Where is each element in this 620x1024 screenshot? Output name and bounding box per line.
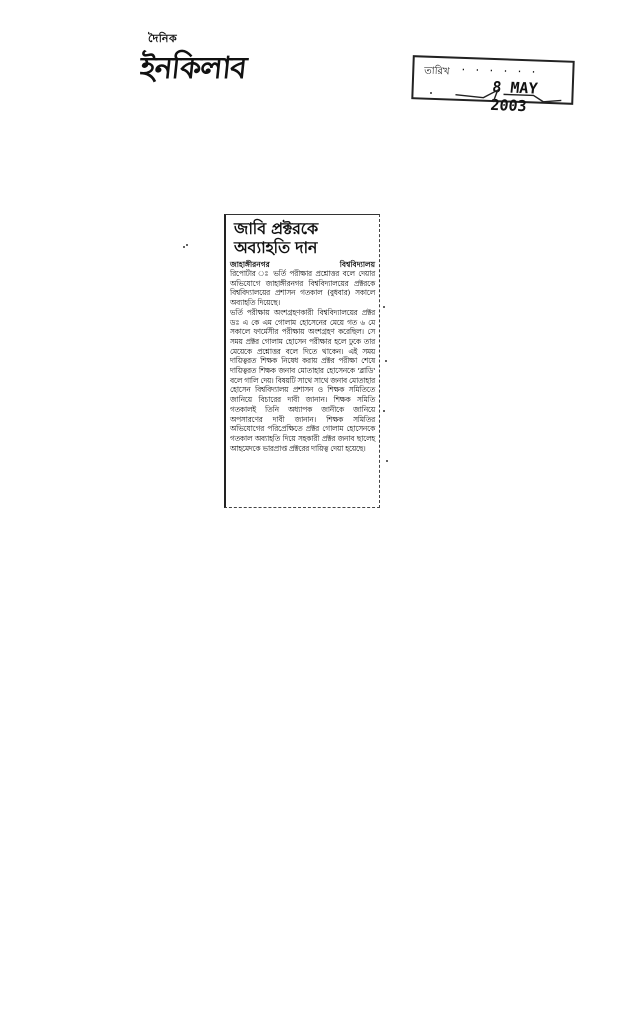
stamp-date: 8 MAY 2003 <box>489 78 539 116</box>
masthead-subtitle: দৈনিক <box>148 32 178 45</box>
stamp-dots: · · · · · · <box>460 64 538 79</box>
scan-speck <box>183 246 185 248</box>
article-paragraph: রিপোর্টার ঃ ভর্তি পরীক্ষার প্রশ্নোত্তর বলে দেয়ার অভিযোগে জাহাঙ্গীরনগর বিশ্ববিদ্যালয়ের প্রক্টরকে বিশ্ববিদ্যালয়ের প্রশাসন গতকাল (বুধবার) সকালে অব্যাহতি দিয়েছে। <box>230 269 375 308</box>
article-dateline <box>230 260 375 269</box>
masthead-title: ইনকিলাব <box>138 51 248 86</box>
date-stamp <box>411 55 574 116</box>
scan-speck <box>386 460 388 462</box>
stamp-label: তারিখ <box>424 65 450 78</box>
handwritten-mark-icon <box>453 81 564 107</box>
newspaper-clipping <box>224 214 380 508</box>
newspaper-masthead <box>140 30 270 90</box>
dateline-right: বিশ্ববিদ্যালয় <box>339 260 375 269</box>
scan-speck <box>186 244 188 246</box>
article-body <box>230 269 375 453</box>
article-paragraph: ভর্তি পরীক্ষায় অংশগ্রহণকারী বিশ্ববিদ্যালয়ের প্রক্টর ডঃ এ কে এম গোলাম হোসেনের মেয়ে গত ৬ মে সকালে ফার্মেসীর পরীক্ষায় অংশগ্রহণ করেছিল। সে সময় প্রক্টর গোলাম হোসেন পরীক্ষার হলে ঢুকে তার মেয়েকে প্রশ্নোত্তর বলে দিতে থাকেন। এই সময় দায়িত্বরত শিক্ষক নিষেধ করায় প্রক্টর পরীক্ষা শেষে দায়িত্বরত শিক্ষক জনাব মোতাহার হোসেনকে 'ব্লাডি' বলে গালি দেয়। বিষয়টি সাথে সাথে জনাব মোতাহার হোসেন বিশ্ববিদ্যালয় প্রশাসন ও শিক্ষক সমিতিতে জানিয়ে বিচারের দাবী জানান। শিক্ষক সমিতি গতকালই তিনি অধ্যাপক জানীকে জানিয়ে অপসারণের দাবী জানান। শিক্ষক সমিতির অভিযোগের পরিপ্রেক্ষিতে প্রক্টর গোলাম হোসেনকে গতকাল অব্যাহতি দিয়ে সহকারী প্রক্টর জনাব ছালেহ আহমেদকে ভারপ্রাপ্ত প্রক্টরের দায়িত্ব দেয়া হয়েছে। <box>230 307 375 453</box>
article-headline: জাবি প্রক্টরকে অব্যাহতি দান <box>234 219 318 257</box>
scan-speck <box>385 360 387 362</box>
scan-speck <box>383 306 385 308</box>
scan-speck <box>383 410 385 412</box>
dateline-left: জাহাঙ্গীরনগর <box>230 260 270 269</box>
scan-speck <box>430 92 432 94</box>
